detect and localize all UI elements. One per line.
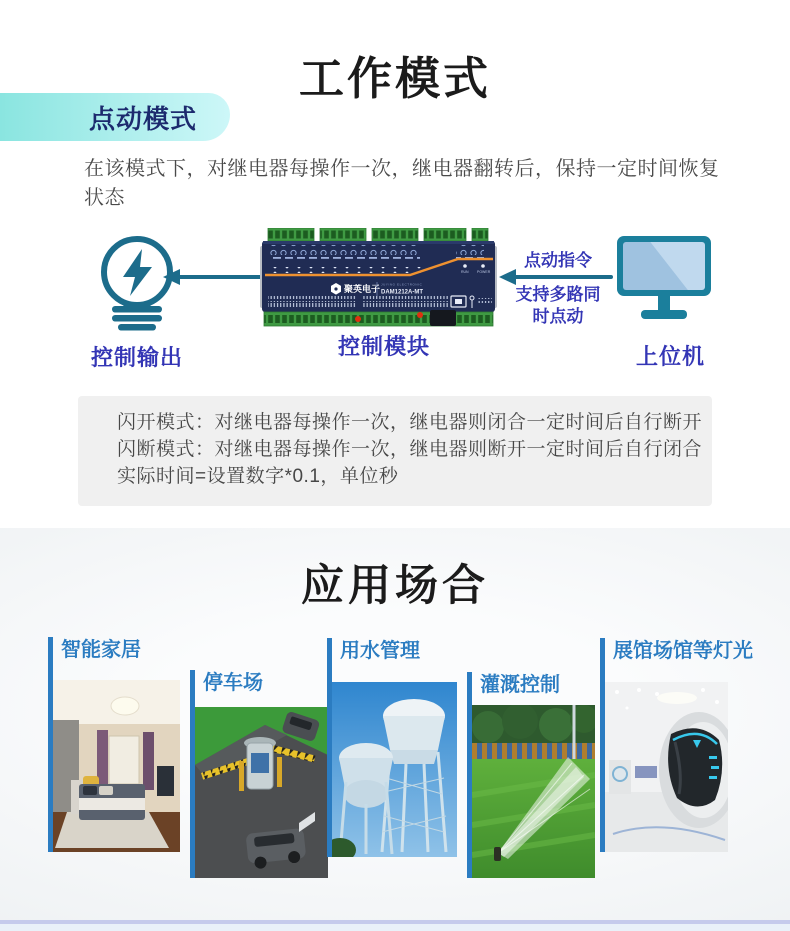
monitor-icon	[617, 236, 711, 322]
application-card-smart-home	[48, 637, 180, 852]
control-module-device	[260, 228, 497, 328]
application-card-parking	[190, 670, 328, 878]
parking-lot-gate-photo	[195, 707, 328, 878]
application-label: 展馆场馆等灯光	[613, 640, 753, 662]
applications-title: 应用场合	[301, 562, 489, 610]
monitor-base	[641, 310, 687, 319]
flash-off-mode-note: 闪断模式：对继电器每操作一次，继电器则断开一定时间后自行闭合	[117, 439, 703, 460]
application-label: 灌溉控制	[480, 674, 560, 696]
application-label: 智能家居	[61, 639, 141, 661]
mode-notes-box	[78, 396, 712, 506]
water-tower-photo	[332, 682, 457, 857]
arrow-shaft	[176, 275, 267, 279]
application-label: 停车场	[203, 672, 263, 694]
monitor-glass	[623, 242, 705, 290]
control-output-label: 控制输出	[91, 345, 184, 370]
exhibition-hall-photo	[605, 682, 728, 852]
application-card-exhibition	[600, 638, 753, 852]
page-title: 工作模式	[298, 53, 491, 104]
application-label: 用水管理	[340, 640, 420, 662]
device-brand: 聚英电子	[344, 284, 381, 294]
applications-section	[0, 528, 790, 931]
multi-channel-note-line2: 时点动	[532, 307, 584, 326]
application-card-irrigation	[467, 672, 595, 878]
power-jack-icon	[430, 310, 456, 326]
irrigation-sprinkler-photo	[472, 705, 595, 878]
multi-channel-note-line1: 支持多路同	[515, 285, 601, 304]
application-card-water	[327, 638, 457, 857]
time-formula-note: 实际时间=设置数字*0.1，单位秒	[117, 466, 399, 487]
flash-on-mode-note: 闪开模式：对继电器每操作一次，继电器则闭合一定时间后自行断开	[117, 412, 703, 433]
device-run-led-label: RUN	[461, 270, 469, 274]
jog-mode-description: 在该模式下，对继电器每操作一次，继电器翻转后，保持一定时间恢复状态	[84, 158, 720, 209]
control-module-label: 控制模块	[338, 334, 431, 359]
host-computer-label: 上位机	[636, 344, 706, 369]
jog-mode-badge-label: 点动模式	[88, 103, 197, 134]
jog-command-label: 点动指令	[524, 251, 592, 270]
jog-mode-badge	[0, 93, 230, 141]
device-model: DAM1212A-MT	[381, 289, 424, 296]
monitor-screen	[617, 236, 711, 296]
smart-home-bedroom-photo	[53, 680, 180, 852]
footer-strip	[0, 924, 790, 931]
multi-channel-note	[494, 284, 622, 328]
device-tagline: JUYING ELECTRONIC	[381, 282, 423, 287]
device-power-led-label: POWER	[477, 270, 491, 274]
arrow-shaft	[512, 275, 613, 279]
